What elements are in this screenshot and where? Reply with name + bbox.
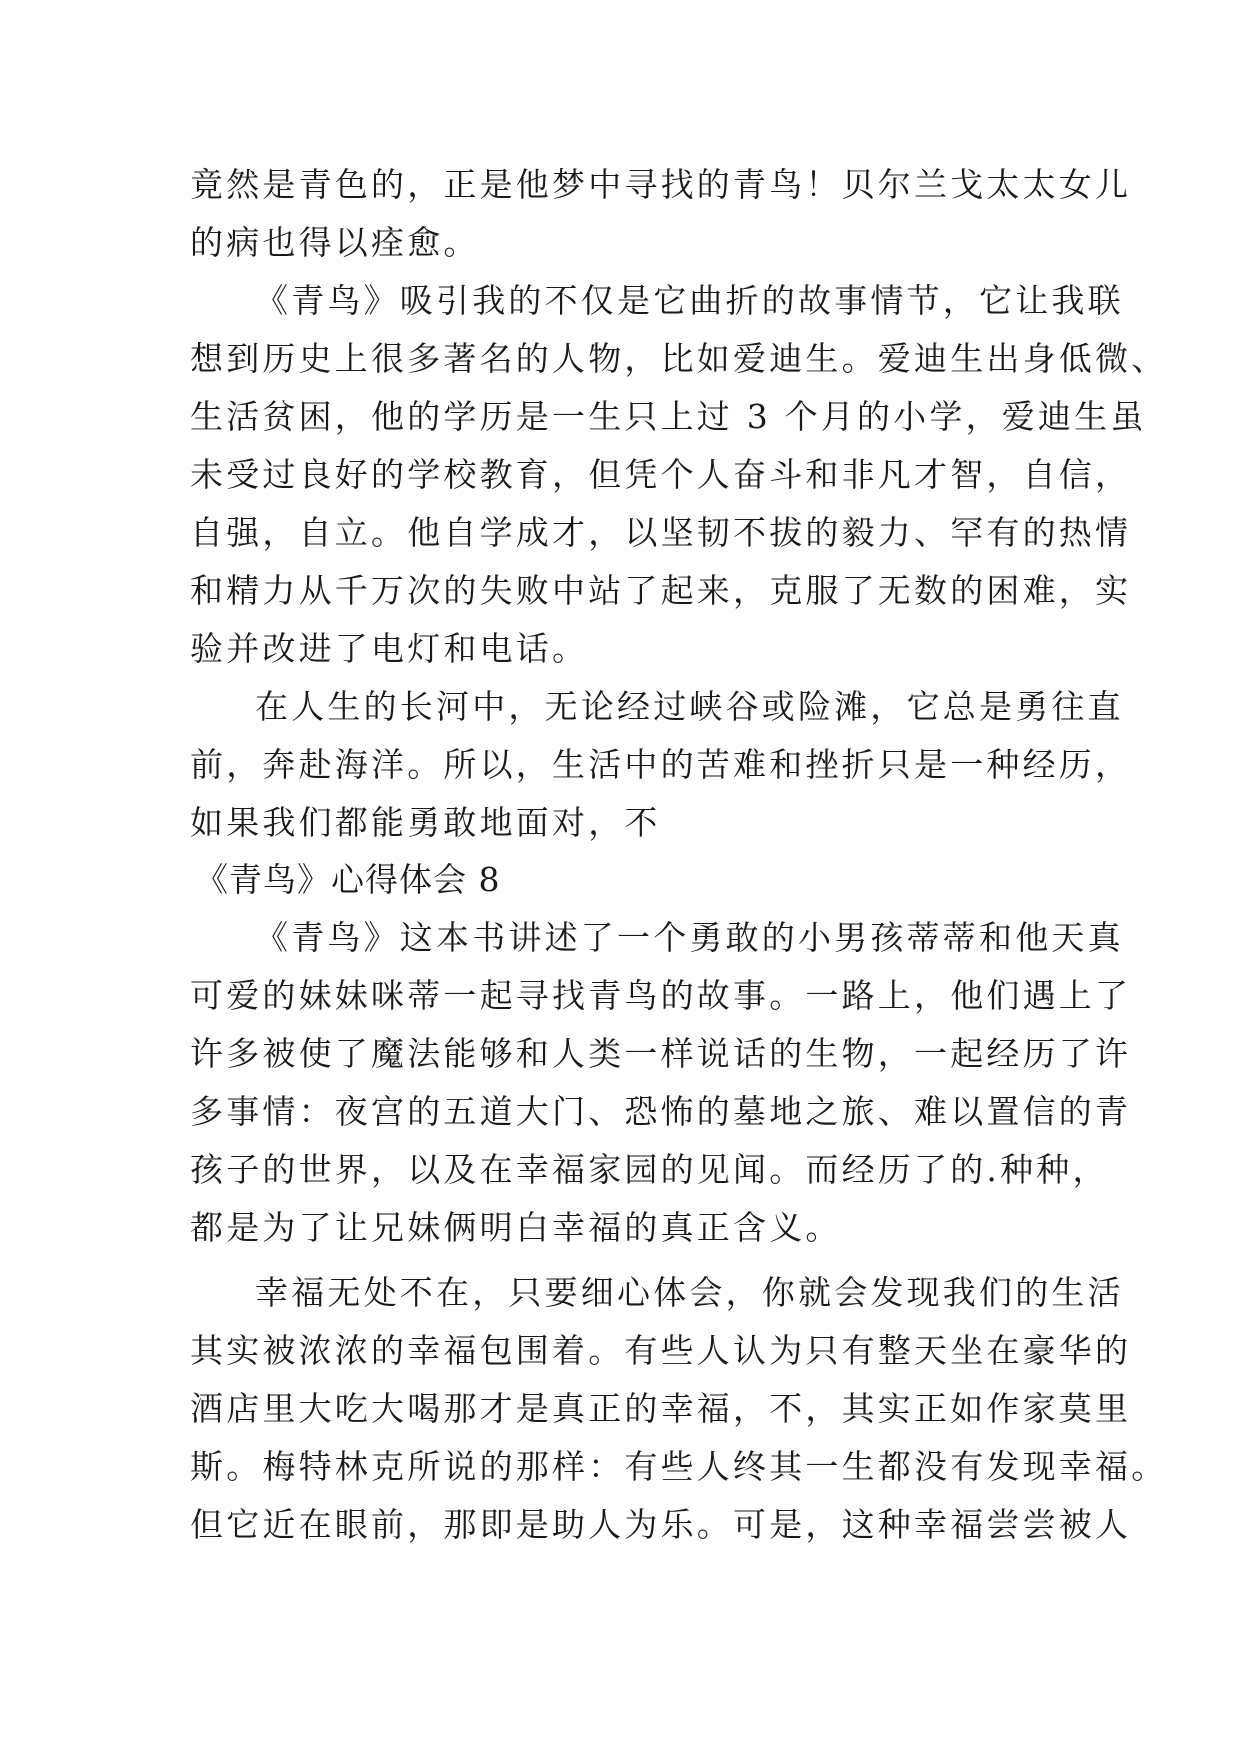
paragraph-line: 但它近在眼前，那即是助人为乐。可是，这种幸福尝尝被人	[190, 1505, 1132, 1544]
paragraph-line: 前，奔赴海洋。所以，生活中的苦难和挫折只是一种经历，	[190, 745, 1132, 784]
paragraph-line: 生活贫困，他的学历是一生只上过 3 个月的小学，爱迪生虽	[190, 397, 1147, 436]
paragraph-line: 验并改进了电灯和电话。	[190, 629, 589, 668]
paragraph-line: 《青鸟》这本书讲述了一个勇敢的小男孩蒂蒂和他天真	[255, 918, 1124, 957]
paragraph-line: 自强，自立。他自学成才，以坚韧不拔的毅力、罕有的热情	[190, 513, 1132, 552]
paragraph-line: 可爱的妹妹咪蒂一起寻找青鸟的故事。一路上，他们遇上了	[190, 976, 1132, 1015]
paragraph-line: 斯。梅特林克所说的那样：有些人终其一生都没有发现幸福。	[190, 1447, 1168, 1486]
paragraph-line: 其实被浓浓的幸福包围着。有些人认为只有整天坐在豪华的	[190, 1331, 1132, 1370]
paragraph-line: 和精力从千万次的失败中站了起来，克服了无数的困难，实	[190, 571, 1132, 610]
paragraph-line: 竟然是青色的，正是他梦中寻找的青鸟！贝尔兰戈太太女儿	[190, 165, 1132, 204]
paragraph-line: 许多被使了魔法能够和人类一样说话的生物，一起经历了许	[190, 1034, 1132, 1073]
paragraph-line: 幸福无处不在，只要细心体会，你就会发现我们的生活	[255, 1273, 1124, 1312]
section-heading: 《青鸟》心得体会 8	[195, 860, 501, 899]
paragraph-line: 未受过良好的学校教育，但凭个人奋斗和非凡才智，自信，	[190, 455, 1132, 494]
paragraph-line: 想到历史上很多著名的人物，比如爱迪生。爱迪生出身低微、	[190, 339, 1168, 378]
paragraph-line: 都是为了让兄妹俩明白幸福的真正含义。	[190, 1208, 842, 1247]
paragraph-line: 多事情：夜宫的五道大门、恐怖的墓地之旅、难以置信的青	[190, 1092, 1132, 1131]
paragraph-line: 《青鸟》吸引我的不仅是它曲折的故事情节，它让我联	[255, 281, 1124, 320]
paragraph-line: 孩子的世界，以及在幸福家园的见闻。而经历了的.种种，	[190, 1150, 1109, 1189]
paragraph-line: 的病也得以痊愈。	[190, 223, 480, 262]
paragraph-line: 在人生的长河中，无论经过峡谷或险滩，它总是勇往直	[255, 687, 1124, 726]
paragraph-line: 酒店里大吃大喝那才是真正的幸福，不，其实正如作家莫里	[190, 1389, 1132, 1428]
paragraph-line: 如果我们都能勇敢地面对，不	[190, 803, 661, 842]
